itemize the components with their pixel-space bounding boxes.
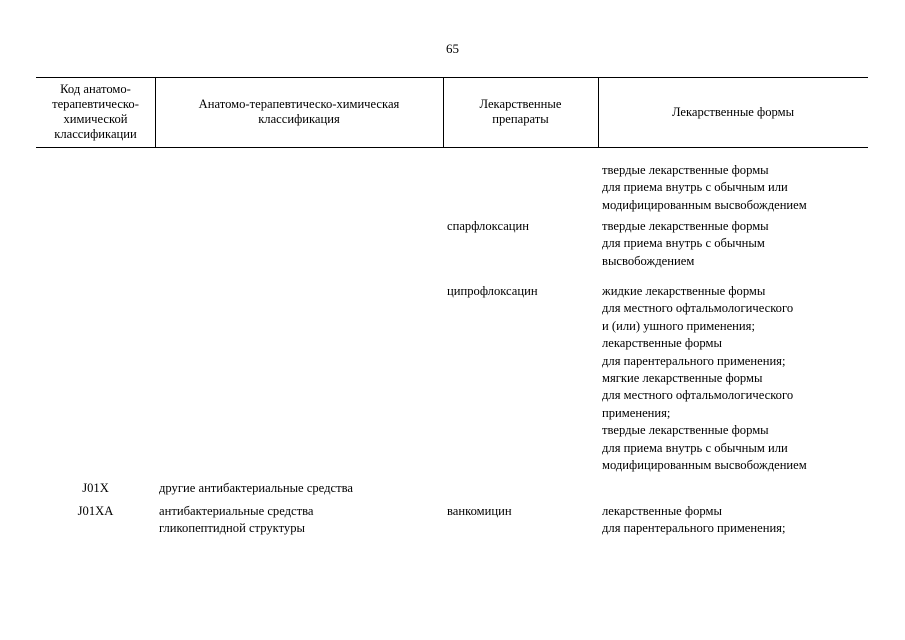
- forms-line: для приема внутрь с обычным или: [602, 440, 788, 455]
- forms-line: для местного офтальмологического: [602, 301, 794, 316]
- forms-line: для приема внутрь с обычным: [602, 236, 765, 251]
- header-drugs-text: [480, 97, 562, 127]
- classification-j01xa: [159, 503, 314, 538]
- classification-line: антибактериальные средства: [159, 504, 314, 518]
- forms-line: жидкие лекарственные формы: [602, 284, 766, 298]
- header-line: классификация: [258, 112, 340, 126]
- header-line: Анатомо-терапевтическо-химическая: [198, 97, 400, 112]
- forms-line: лекарственные формы: [602, 504, 722, 518]
- forms-line: и (или) ушного применения;: [602, 318, 755, 333]
- classification-j01x: другие антибактериальные средства: [159, 481, 353, 495]
- header-forms: [598, 77, 868, 147]
- forms-line: высвобождением: [602, 253, 695, 268]
- forms-line: модифицированным высвобождением: [602, 458, 807, 473]
- page-number: 65: [446, 41, 459, 56]
- drug-sparfloxacin: спарфлоксацин: [447, 219, 530, 233]
- table-header-bottom-rule: [36, 147, 868, 148]
- drug-vancomycin: ванкомицин: [447, 504, 512, 518]
- forms-line: для парентерального применения;: [602, 521, 786, 536]
- forms-cell-continued: [602, 162, 807, 214]
- header-drugs: [443, 77, 598, 147]
- code-j01xa: J01XA: [77, 504, 114, 518]
- forms-cell-ciprofloxacin: [602, 283, 807, 474]
- forms-line: для приема внутрь с обычным или: [602, 180, 788, 195]
- forms-line: лекарственные формы: [602, 336, 722, 351]
- forms-line: твердые лекарственные формы: [602, 163, 769, 177]
- forms-line: модифицированным высвобождением: [602, 197, 807, 212]
- drug-ciprofloxacin: ципрофлоксацин: [447, 284, 538, 298]
- header-line: Лекарственные: [479, 97, 562, 112]
- code-j01x: J01X: [82, 481, 109, 495]
- header-line: химической: [63, 112, 128, 126]
- forms-line: для парентерального применения;: [602, 353, 786, 368]
- header-line: Код анатомо-: [60, 82, 131, 97]
- header-code-text: [52, 82, 139, 141]
- header-line: Лекарственные формы: [671, 104, 795, 119]
- forms-line: твердые лекарственные формы: [602, 219, 769, 233]
- forms-line: применения;: [602, 405, 671, 420]
- header-classification-text: [199, 97, 400, 127]
- header-line: препараты: [492, 112, 549, 126]
- forms-line: мягкие лекарственные формы: [602, 371, 763, 386]
- forms-cell-sparfloxacin: [602, 218, 769, 270]
- header-line: классификации: [54, 126, 137, 141]
- forms-line: для местного офтальмологического: [602, 388, 794, 403]
- header-classification: [155, 77, 443, 147]
- forms-line: твердые лекарственные формы: [602, 423, 769, 438]
- forms-cell-vancomycin: [602, 503, 785, 538]
- header-code: [36, 77, 155, 147]
- classification-line: гликопептидной структуры: [159, 521, 305, 536]
- header-forms-text: [672, 105, 794, 120]
- header-line: терапевтическо-: [52, 97, 139, 112]
